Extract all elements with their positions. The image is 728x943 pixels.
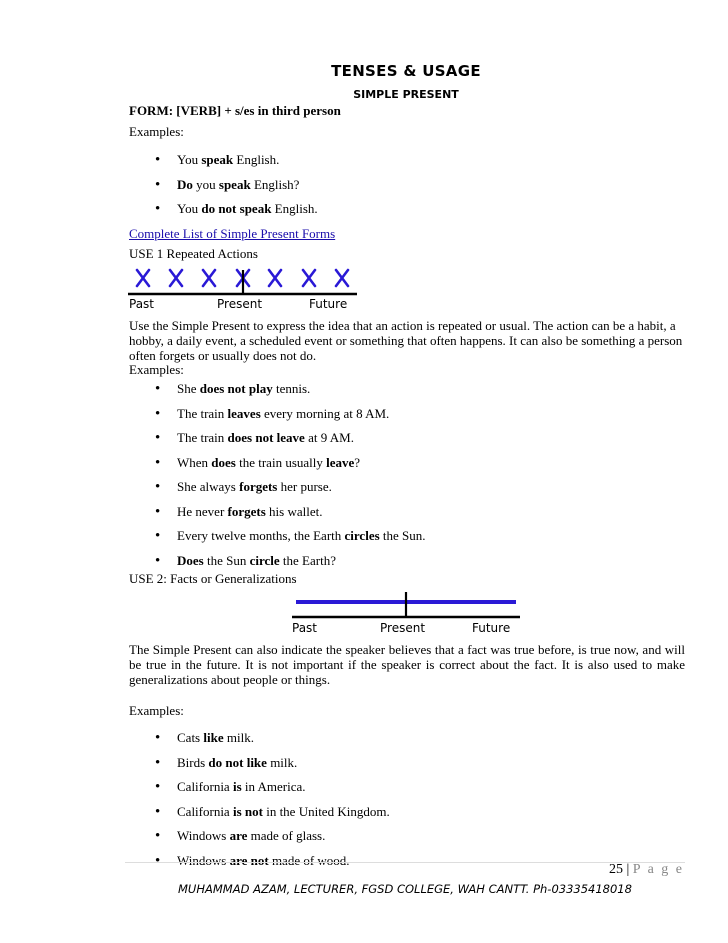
page-number-value: 25 bbox=[608, 862, 623, 877]
page-subtitle: SIMPLE PRESENT bbox=[353, 88, 459, 101]
use1-example-8: • Does the Sun circle the Earth? bbox=[129, 553, 426, 578]
use2-example-4: • California is not in the United Kingdom. bbox=[129, 804, 390, 829]
form-examples-label: Examples: bbox=[129, 124, 184, 139]
page-separator: | bbox=[622, 862, 633, 877]
use1-example-5: • She always forgets her purse. bbox=[129, 479, 426, 504]
use2-examples-label: Examples: bbox=[129, 703, 184, 718]
form-example-3: • You do not speak English. bbox=[129, 201, 318, 226]
x-marker bbox=[269, 270, 281, 286]
timeline-past-label: Past bbox=[292, 621, 318, 635]
use1-example-6: • He never forgets his wallet. bbox=[129, 504, 426, 529]
footer-credit: MUHAMMAD AZAM, LECTURER, FGSD COLLEGE, WAH CANTT. Ph-03335418018 bbox=[178, 882, 632, 896]
use2-example-5: • Windows are made of glass. bbox=[129, 828, 390, 853]
form-example-1: • You speak English. bbox=[129, 152, 318, 177]
form-label: FORM: [VERB] + s/es in third person bbox=[129, 103, 341, 118]
form-examples-list bbox=[129, 152, 318, 226]
timeline-future-label: Future bbox=[472, 621, 511, 635]
x-marker bbox=[303, 270, 315, 286]
footer-divider bbox=[125, 862, 685, 863]
use2-example-1: • Cats like milk. bbox=[129, 730, 390, 755]
use2-paragraph: The Simple Present can also indicate the speaker believes that a fact was true before, is true now, and will be true in the future. It is not important if the speaker is correct about the fact. It is also used to make generalizations about people or things. bbox=[129, 642, 685, 687]
facts-timeline bbox=[288, 590, 524, 636]
x-marker bbox=[336, 270, 348, 286]
timeline-future-label: Future bbox=[309, 297, 348, 311]
timeline-past-label: Past bbox=[129, 297, 155, 311]
page-title: TENSES & USAGE bbox=[331, 62, 481, 80]
use2-example-3: • California is in America. bbox=[129, 779, 390, 804]
timeline-present-label: Present bbox=[217, 297, 263, 311]
use1-example-3: • The train does not leave at 9 AM. bbox=[129, 430, 426, 455]
use1-example-2: • The train leaves every morning at 8 AM. bbox=[129, 406, 426, 431]
simple-present-forms-link[interactable]: Complete List of Simple Present Forms bbox=[129, 226, 336, 241]
use1-heading: USE 1 Repeated Actions bbox=[129, 246, 258, 261]
use1-paragraph: Use the Simple Present to express the idea that an action is repeated or usual. The action can be a habit, a hobby, a daily event, a scheduled event or something that often happens. It can also be something a person often forgets or usually does not do. bbox=[129, 318, 683, 363]
use1-examples-label: Examples: bbox=[129, 362, 184, 377]
repeated-actions-timeline bbox=[127, 268, 359, 312]
use1-example-4: • When does the train usually leave? bbox=[129, 455, 426, 480]
timeline-present-label: Present bbox=[380, 621, 426, 635]
x-marker bbox=[137, 270, 149, 286]
use2-examples-list bbox=[129, 730, 390, 877]
use2-example-6: • Windows are not made of wood. bbox=[129, 853, 390, 878]
use2-example-2: • Birds do not like milk. bbox=[129, 755, 390, 780]
use2-heading: USE 2: Facts or Generalizations bbox=[129, 571, 297, 586]
x-marker bbox=[170, 270, 182, 286]
use1-example-7: • Every twelve months, the Earth circles the Sun. bbox=[129, 528, 426, 553]
use1-example-1: • She does not play tennis. bbox=[129, 381, 426, 406]
page-number bbox=[609, 862, 684, 878]
page-word: P a g e bbox=[632, 862, 684, 877]
use1-examples-list bbox=[129, 381, 426, 577]
x-marker bbox=[203, 270, 215, 286]
form-example-2: • Do you speak English? bbox=[129, 177, 318, 202]
